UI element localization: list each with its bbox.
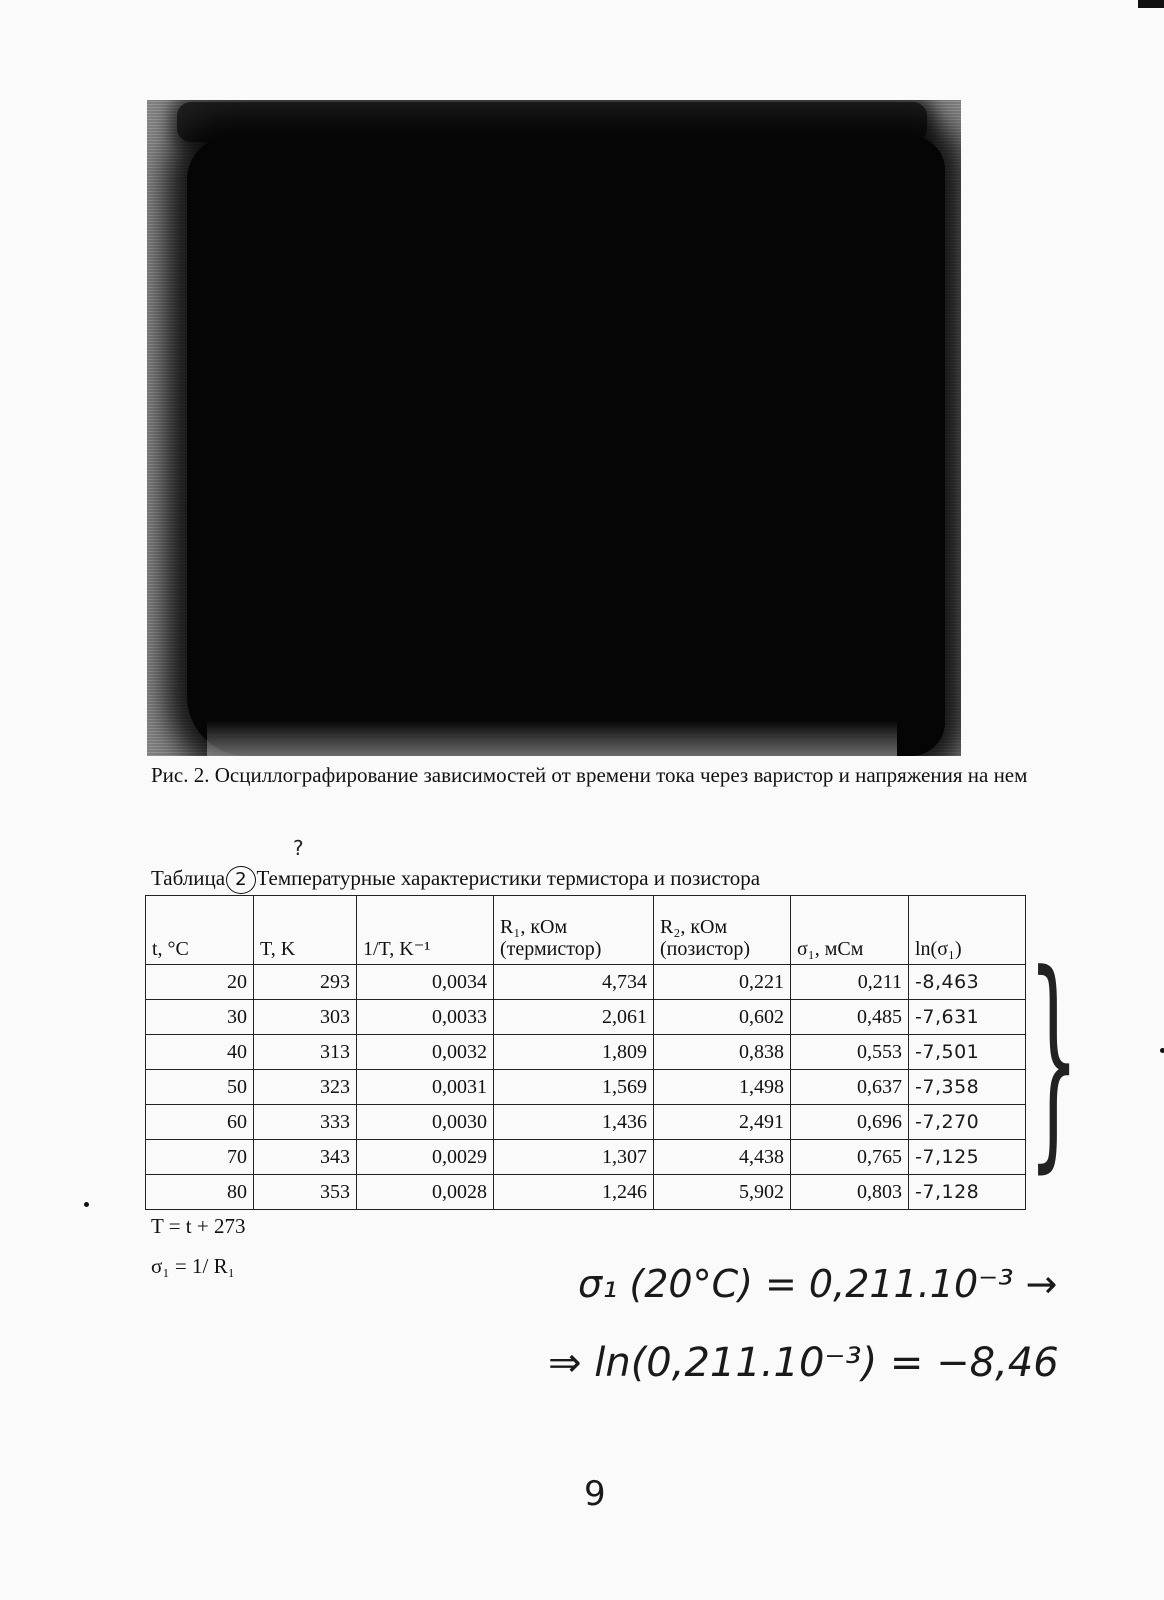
handwritten-brace: } — [1028, 926, 1080, 1193]
cell-R2: 2,491 — [654, 1105, 791, 1140]
figure-caption: Рис. 2. Осциллографирование зависимостей от времени тока через варистор и напряжения на нем — [151, 763, 1028, 787]
header-t: t, °C — [146, 896, 254, 965]
handwritten-note-line1: σ₁ (20°C) = 0,211.10⁻³ → — [578, 1262, 1058, 1306]
cell-T: 293 — [254, 965, 357, 1000]
cell-R1: 1,436 — [494, 1105, 654, 1140]
cell-ln-sigma: -7,125 — [909, 1140, 1026, 1175]
table-row — [146, 1175, 1026, 1210]
thermistor-posistor-table — [145, 895, 1026, 1210]
scan-speck — [84, 1202, 89, 1207]
cell-t: 50 — [146, 1070, 254, 1105]
table-row — [146, 1000, 1026, 1035]
cell-ln-sigma: -7,501 — [909, 1035, 1026, 1070]
cell-ln-sigma: -7,631 — [909, 1000, 1026, 1035]
cell-T: 303 — [254, 1000, 357, 1035]
scan-corner-mark — [1138, 0, 1164, 8]
scan-speck — [1160, 1048, 1164, 1053]
cell-t: 20 — [146, 965, 254, 1000]
table-number-circled: 2 — [226, 866, 255, 894]
cell-T: 353 — [254, 1175, 357, 1210]
header-R1: R₁, кОм (термистор) — [494, 896, 654, 965]
header-R2: R₂, кОм (позистор) — [654, 896, 791, 965]
cell-sigma: 0,211 — [791, 965, 909, 1000]
table-row — [146, 1105, 1026, 1140]
cell-ln-sigma: -7,270 — [909, 1105, 1026, 1140]
table-title-prefix: Таблица — [151, 866, 226, 890]
table-row — [146, 1140, 1026, 1175]
cell-invT: 0,0034 — [357, 965, 494, 1000]
cell-ln-sigma: -7,128 — [909, 1175, 1026, 1210]
table-row — [146, 1035, 1026, 1070]
cell-R1: 1,246 — [494, 1175, 654, 1210]
cell-sigma: 0,696 — [791, 1105, 909, 1140]
cell-R1: 1,307 — [494, 1140, 654, 1175]
cell-R2: 4,438 — [654, 1140, 791, 1175]
cell-invT: 0,0032 — [357, 1035, 494, 1070]
header-T: T, K — [254, 896, 357, 965]
cell-sigma: 0,637 — [791, 1070, 909, 1105]
oscilloscope-screen — [187, 136, 945, 756]
cell-R2: 0,221 — [654, 965, 791, 1000]
cell-sigma: 0,765 — [791, 1140, 909, 1175]
cell-t: 80 — [146, 1175, 254, 1210]
table-header-row — [146, 896, 1026, 965]
table-title-suffix: Температурные характеристики термистора и позистора — [256, 866, 761, 890]
cell-T: 333 — [254, 1105, 357, 1140]
table-row — [146, 965, 1026, 1000]
formula-sigma: σ₁ = 1/ R₁ — [151, 1254, 235, 1278]
header-invT: 1/T, K⁻¹ — [357, 896, 494, 965]
cell-T: 313 — [254, 1035, 357, 1070]
formula-T: T = t + 273 — [151, 1214, 246, 1238]
cell-invT: 0,0033 — [357, 1000, 494, 1035]
cell-T: 343 — [254, 1140, 357, 1175]
cell-sigma: 0,553 — [791, 1035, 909, 1070]
cell-R2: 5,902 — [654, 1175, 791, 1210]
handwritten-page-number: 9 — [584, 1474, 606, 1514]
cell-t: 30 — [146, 1000, 254, 1035]
cell-sigma: 0,485 — [791, 1000, 909, 1035]
header-ln-sigma: ln(σ₁) — [909, 896, 1026, 965]
cell-T: 323 — [254, 1070, 357, 1105]
cell-invT: 0,0029 — [357, 1140, 494, 1175]
cell-R1: 1,809 — [494, 1035, 654, 1070]
cell-invT: 0,0031 — [357, 1070, 494, 1105]
cell-R1: 4,734 — [494, 965, 654, 1000]
table-title — [151, 866, 760, 894]
cell-R1: 1,569 — [494, 1070, 654, 1105]
cell-R2: 0,838 — [654, 1035, 791, 1070]
cell-sigma: 0,803 — [791, 1175, 909, 1210]
cell-ln-sigma: -8,463 — [909, 965, 1026, 1000]
cell-R2: 1,498 — [654, 1070, 791, 1105]
cell-invT: 0,0030 — [357, 1105, 494, 1140]
cell-R2: 0,602 — [654, 1000, 791, 1035]
handwritten-question-mark: ? — [293, 836, 304, 860]
cell-invT: 0,0028 — [357, 1175, 494, 1210]
cell-t: 40 — [146, 1035, 254, 1070]
photo-bottom-frame — [207, 720, 897, 756]
header-sigma: σ₁, мСм — [791, 896, 909, 965]
handwritten-note-line2: ⇒ ln(0,211.10⁻³) = −8,46 — [548, 1340, 1059, 1386]
cell-R1: 2,061 — [494, 1000, 654, 1035]
cell-t: 70 — [146, 1140, 254, 1175]
table-row — [146, 1070, 1026, 1105]
cell-ln-sigma: -7,358 — [909, 1070, 1026, 1105]
oscilloscope-photo — [147, 100, 961, 756]
cell-t: 60 — [146, 1105, 254, 1140]
